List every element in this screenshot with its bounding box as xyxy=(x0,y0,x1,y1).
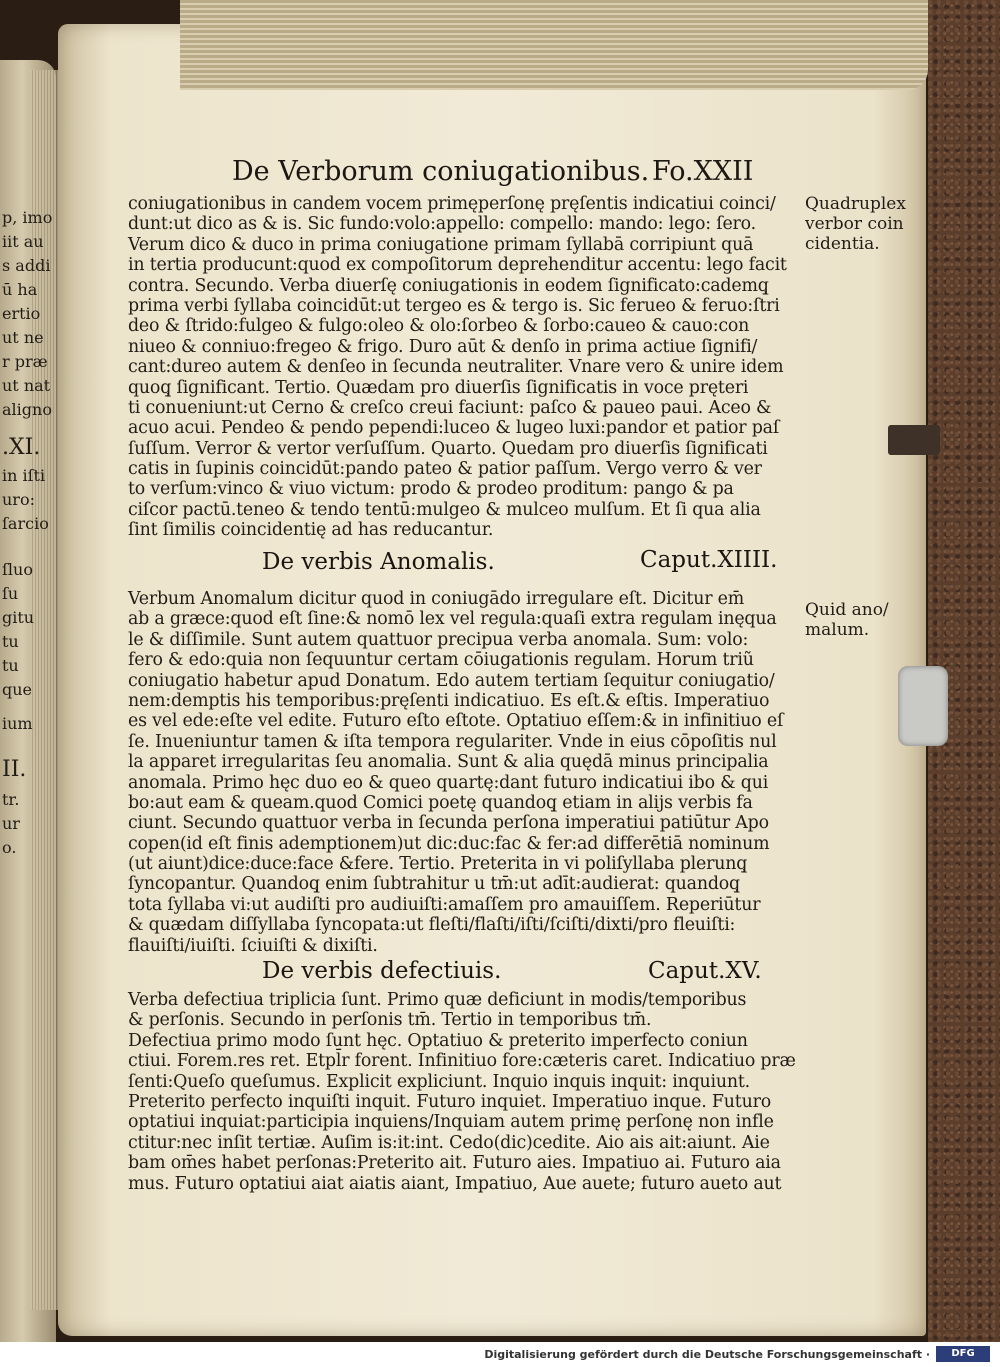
fragment: ut nat xyxy=(2,376,51,395)
margin-line: cidentia. xyxy=(805,234,880,254)
margin-line: Quadruplex xyxy=(805,194,906,214)
margin-note-quid-anomalum xyxy=(805,600,889,640)
fragment: r præ xyxy=(2,352,48,371)
text-block-2 xyxy=(128,589,783,956)
fragment: .XI. xyxy=(2,435,41,460)
running-title: De Verborum coniugationibus. xyxy=(232,156,650,187)
text-line: ſenti:Queſo queſumus. Explicit expliciunt. Inquio inquis inquit: inquiunt. xyxy=(128,1071,751,1092)
text-line: la apparet irregularitas ſeu anomalia. Sunt & alia quędā minus principalia xyxy=(128,752,769,773)
fragment: tu xyxy=(2,656,19,675)
text-line: prima verbi ſyllaba coincidūt:ut tergeo es & tergo is. Sic ferueo & feruo:ſtri xyxy=(128,295,780,316)
text-line: Verba defectiua triplicia ſunt. Primo quæ deficiunt in modis/temporibus xyxy=(128,990,747,1010)
text-line: ſuſſum. Verror & vertor verſuſſum. Quarto. Quedam pro diuerſis ſignificati xyxy=(128,438,768,459)
text-line: bo:aut eam & queam.quod Comici poetę quandoq̧ etiam in alijs verbis fa xyxy=(128,792,753,813)
text-line: cant:dureo autem & denſeo in ſecunda neutraliter. Vnare vero & unire idem xyxy=(128,357,784,378)
fragment: ut ne xyxy=(2,328,44,347)
text-line: anomala. Primo hęc duo eo & queo quartę:dant futuro indicatiui ibo & qui xyxy=(128,772,769,793)
text-line: ti conueniunt:ut Cerno & creſco creui faciunt: paſco & paueo paui. Aceo & xyxy=(128,397,772,418)
text-block-3 xyxy=(128,990,796,1194)
credit-text: Digitalisierung gefördert durch die Deutsche Forschungsgemeinschaft · xyxy=(484,1348,930,1361)
page-stack-edge xyxy=(180,0,928,90)
text-line: ciſcor pactū.teneo & tendo tentū:mulgeo & mulceo mulſum. Et ſi qua alia xyxy=(128,499,761,520)
text-line: coniugationibus in candem vocem primęperſonę pręſentis indicatiui coinci/ xyxy=(128,194,776,214)
fragment: ium xyxy=(2,714,33,733)
text-line: copen(id eſt finis ademptionem)ut dic:duc:fac & fer:ad differētiā nominum xyxy=(128,833,770,854)
text-line: ſyncopantur. Quandoq̧ enim ſubtrahitur u tm̄:ut adīt:audierat: quandoq̧ xyxy=(128,874,740,895)
section-heading-anomalis: De verbis Anomalis. xyxy=(262,549,495,575)
text-line: ab a græce:quod eſt ſine:& nomō lex vel regula:quaſi extra regulam inęqua xyxy=(128,609,777,630)
text-line: nem:demptis his temporibus:pręſenti indicatiuo. Es eſt.& eſtis. Imperatiuo xyxy=(128,690,770,711)
text-line: tota ſyllaba vi:ut audiſti pro audiuiſti:amaſſem pro amauiſſem. Reperiūtur xyxy=(128,894,761,915)
text-line: acuo acui. Pendeo & pendo pependi:luceo & lugeo luxi:pandor et patior paſ xyxy=(128,418,780,439)
text-line: flauiſti/iuiſti. ſciuiſti & dixiſti. xyxy=(128,935,378,956)
text-line: mus. Futuro optatiui aiat aiatis aiant, Impatiuo, Aue auete; futuro aueto aut xyxy=(128,1173,782,1194)
text-line: ctitur:nec inſit tertiæ. Auſim is:it:int. Cedo(dic)cedite. Aio ais ait:aiunt. Aie xyxy=(128,1132,770,1153)
page-strap xyxy=(888,425,940,455)
fragment: tr. xyxy=(2,790,20,809)
fragment: II. xyxy=(2,757,27,782)
fragment: ertio xyxy=(2,304,41,323)
margin-note-quadruplex xyxy=(805,194,906,254)
fragment: iit au xyxy=(2,232,44,251)
text-line: coniugatio habetur apud Donatum. Edo autem tertiam ſequitur coniugatio/ xyxy=(128,670,775,691)
text-line: optatiui inquiat:participia inquiens/Inquiam autem primę perſonę non infle xyxy=(128,1112,774,1133)
text-line: & quædam diſſyllaba ſyncopata:ut fleſti/flaſti/iſti/ſciſti/dixti/pro fleuiſti: xyxy=(128,915,736,936)
text-line: ſe. Inueniuntur tamen & iſta tempora regulariter. Vnde in eius cōpoſitis nul xyxy=(128,731,777,752)
fragment: uro: xyxy=(2,490,35,509)
text-line: Defectiua primo modo ſunt hęc. Optatiuo & preterito imperfecto coniun xyxy=(128,1030,748,1051)
text-line: niueo & conniuo:fregeo & frigo. Duro aūt & denſo in prima actiue ſignifi/ xyxy=(128,336,758,357)
fragment: o. xyxy=(2,838,17,857)
text-line: fero & edo:quia non ſequuntur certam cōiugationis regulam. Horum triũ xyxy=(128,650,754,671)
text-line: ciunt. Secundo quattuor verba in ſecunda perſona imperatiui patiūtur Apo xyxy=(128,813,769,834)
fragment: ſluo xyxy=(2,560,33,579)
text-line: Verbum Anomalum dicitur quod in coniugādo irregulare eſt. Dicitur em̄ xyxy=(128,589,745,609)
margin-line: Quid ano/ xyxy=(805,600,889,620)
text-line: (ut aiunt)dice:duce:face &fere. Tertio. Preterita in vi poliſyllaba plerunq̧ xyxy=(128,854,748,875)
fragment: aligno xyxy=(2,400,52,419)
text-line: contra. Secundo. Verba diuerſę coniugationis in eodem ſignificato:cademq̧ xyxy=(128,275,769,296)
fragment: que xyxy=(2,680,33,699)
text-line: bam om̄es habet perſonas:Preterito ait. Futuro aies. Impatiuo ai. Futuro aia xyxy=(128,1153,781,1174)
digitization-credit xyxy=(0,1342,1000,1367)
folio-number: Fo.XXII xyxy=(652,156,754,187)
text-line: ſint ſimilis coincidentię ad has reducantur. xyxy=(128,520,494,541)
section-heading-defectiuis: De verbis defectiuis. xyxy=(262,958,502,984)
text-block-1 xyxy=(128,194,787,541)
text-line: le & diſſimile. Sunt autem quattuor precipua verba anomala. Sum: volo: xyxy=(128,629,749,650)
text-line: catis in ſupinis coincidūt:pando pateo & patior paſſum. Vergo verro & ver xyxy=(128,459,762,480)
margin-line: malum. xyxy=(805,620,870,640)
text-line: & perſonis. Secundo in perſonis tm̄. Tertio in temporibus tm̄. xyxy=(128,1010,652,1031)
margin-line: verbor coin xyxy=(805,214,904,234)
fragment: ū ha xyxy=(2,280,38,299)
chapter-number-xiiii: Caput.XIIII. xyxy=(640,547,778,573)
fragment: in iſti xyxy=(2,466,46,485)
fragment: tu xyxy=(2,632,19,651)
fragment: s addi xyxy=(2,256,51,275)
text-line: to verſum:vinco & viuo victum: prodo & prodeo proditum: pango & pa xyxy=(128,479,734,500)
text-line: dunt:ut dico as & is. Sic fundo:volo:appello: compello: mando: lego: ſero. xyxy=(128,214,756,235)
fragment: ſarcio xyxy=(2,514,49,533)
book-clip xyxy=(898,666,948,746)
text-line: es vel ede:eſte vel edite. Futuro eſto eſtote. Optatiuo eſſem:& in infinitiuo eſ xyxy=(128,711,784,732)
text-line: ctiui. Forem.res ret. Etpl̄r forent. Infinitiuo fore:cæteris caret. Indicatiuo præ xyxy=(128,1051,796,1072)
text-line: Verum dico & duco in prima coniugatione primam ſyllabā corripiunt quā xyxy=(128,234,754,255)
chapter-number-xv: Caput.XV. xyxy=(648,958,762,984)
fragment: p, imo xyxy=(2,208,53,227)
fragment: gitu xyxy=(2,608,35,627)
text-line: deo & ſtrido:fulgeo & fulgo:oleo & olo:ſorbeo & ſorbo:caueo & cauo:con xyxy=(128,316,750,337)
dfg-logo: DFG xyxy=(936,1346,990,1362)
text-line: quoq̧ ſignificant. Tertio. Quædam pro diuerſis ſignificatis in voce pręteri xyxy=(128,377,749,398)
text-line: in tertia producunt:quod ex compoſitorum deprehenditur accentu: lego facit xyxy=(128,255,787,276)
left-page-fragments xyxy=(2,206,52,860)
text-line: Preterito perfecto inquiſti inquit. Futuro inquiet. Imperatiuo inque. Futuro xyxy=(128,1091,771,1112)
fragment: ur xyxy=(2,814,20,833)
fragment: ſu xyxy=(2,584,19,603)
